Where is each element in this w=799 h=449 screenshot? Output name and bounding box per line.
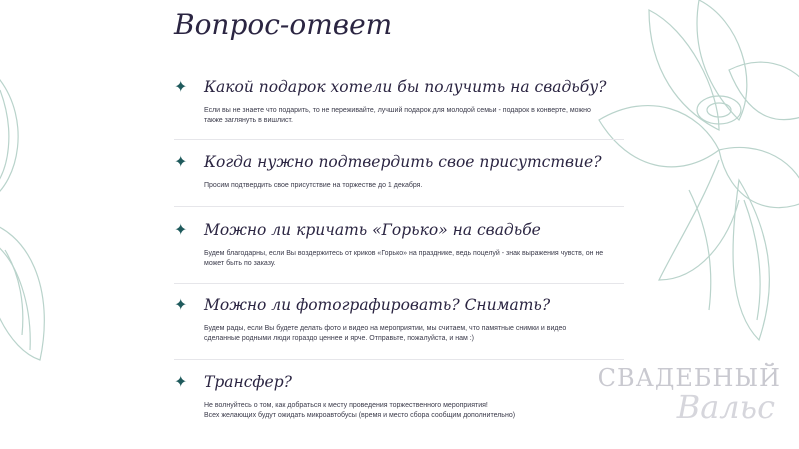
faq-answer-line: Не волнуйтесь о том, как добраться к месту проведения торжественного мероприятия!: [204, 402, 488, 409]
flower-decoration-left: [0, 60, 80, 420]
faq-question[interactable]: Можно ли кричать «Горько» на свадьбе: [204, 221, 541, 239]
sparkle-icon: ✦: [174, 297, 188, 314]
faq-answer: Если вы не знаете что подарить, то не переживайте, лучший подарок для молодой семьи - подарок в конверте, можно также заглянуть в вишлист.: [204, 107, 591, 124]
divider: [174, 139, 624, 140]
faq-answer: Будем рады, если Вы будете делать фото и видео на мероприятии, мы считаем, что памятные снимки и видео сделанные родными люди гораздо ценнее и ярче. Отправьте, пожалуйста, и нам :): [204, 325, 567, 342]
brand-logo: [595, 364, 785, 434]
divider: [174, 283, 624, 284]
faq-question[interactable]: Трансфер?: [204, 373, 292, 391]
faq-answer: Будем благодарны, если Вы воздержитесь от криков «Горько» на празднике, ведь поцелуй - знак выражения чувств, он не может быть по заказу.: [204, 250, 604, 267]
brand-logo-line2: Вальс: [676, 388, 775, 426]
faq-question[interactable]: Можно ли фотографировать? Снимать?: [204, 296, 551, 314]
page-title: Вопрос-ответ: [174, 8, 393, 41]
divider: [174, 206, 624, 207]
faq-answer: Просим подтвердить свое присутствие на торжестве до 1 декабря.: [204, 182, 423, 189]
sparkle-icon: ✦: [174, 374, 188, 391]
faq-question[interactable]: Какой подарок хотели бы получить на свадьбу?: [204, 78, 607, 96]
brand-logo-line1: СВАДЕБНЫЙ: [597, 364, 781, 392]
divider: [174, 359, 624, 360]
faq-answer-line: Всех желающих будут ожидать микроавтобусы (время и место сбора сообщим дополнительно): [204, 412, 516, 419]
sparkle-icon: ✦: [174, 222, 188, 239]
sparkle-icon: ✦: [174, 79, 188, 96]
sparkle-icon: ✦: [174, 154, 188, 171]
faq-question[interactable]: Когда нужно подтвердить свое присутствие?: [204, 153, 602, 171]
faq-answer: [204, 401, 604, 421]
